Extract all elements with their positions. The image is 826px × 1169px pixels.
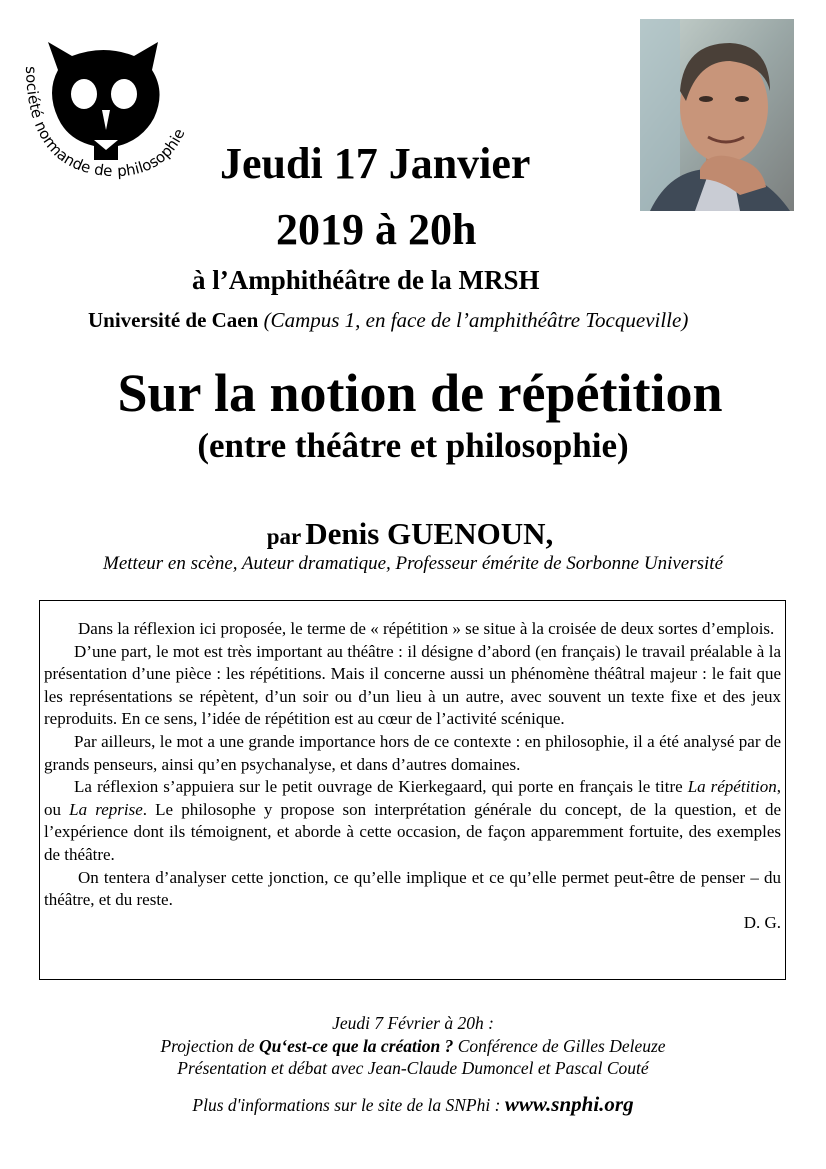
event-date: Jeudi 17 Janvier xyxy=(220,139,531,188)
talk-subtitle: (entre théâtre et philosophie) xyxy=(197,426,629,465)
abstract-text: , ou xyxy=(44,777,781,819)
next-event-text: Projection de xyxy=(160,1035,255,1056)
next-event-text: Conférence de Gilles Deleuze xyxy=(457,1035,666,1056)
svg-text:société normande de philosophi: société normande de philosophie xyxy=(21,65,189,181)
society-logo xyxy=(6,36,206,186)
campus-location: (Campus 1, en face de l’amphithéâtre Tocqueville) xyxy=(263,308,689,332)
footer-text: Plus d'informations sur le site de la SNPhi : xyxy=(192,1095,501,1115)
abstract-paragraph: Dans la réflexion ici proposée, le terme de « répétition » se situe à la croisée de deux sortes d’emplois. xyxy=(78,619,775,638)
abstract-text: . Le philosophe y propose son interprétation générale du concept, de la question, et de l’expérience dont ils témoignent, et aborde à cette occasion, de façon apparemment fortuite, des exemples de théâtre. xyxy=(44,799,782,864)
abstract-text: La réflexion s’appuiera sur le petit ouvrage de Kierkegaard, qui porte en français le titre xyxy=(74,777,683,797)
next-event xyxy=(0,1012,826,1080)
abstract-paragraph: Par ailleurs, le mot a une grande importance hors de ce contexte : en philosophie, il a été analysé par de grands penseurs, ainsi qu’en psychanalyse, et dans d’autres domaines. xyxy=(44,731,781,774)
speaker-name: Denis GUENOUN, xyxy=(305,516,554,551)
event-year-time: 2019 à 20h xyxy=(276,205,477,254)
event-venue: à l’Amphithéâtre de la MRSH xyxy=(192,265,540,295)
book-title: La reprise xyxy=(69,799,143,819)
event-university xyxy=(88,306,688,334)
next-event-description xyxy=(0,1035,826,1058)
abstract-box xyxy=(39,600,786,980)
talk-title: Sur la notion de répétition xyxy=(117,363,723,423)
speaker-role: Metteur en scène, Auteur dramatique, Professeur émérite de Sorbonne Université xyxy=(103,553,723,574)
film-title: Qu‘est-ce que la création ? xyxy=(258,1035,454,1056)
book-title: La répétition xyxy=(687,777,777,797)
abstract-signature: D. G. xyxy=(743,912,781,932)
next-event-date: Jeudi 7 Février à 20h : xyxy=(332,1013,494,1033)
speaker-portrait-photo xyxy=(640,19,794,211)
speaker-prefix: par xyxy=(266,524,302,549)
abstract-paragraph xyxy=(44,776,781,866)
website-link[interactable]: www.snphi.org xyxy=(504,1092,634,1116)
abstract-paragraph: D’une part, le mot est très important au théâtre : il désigne d’abord (en français) le travail préalable à la présentation d’une pièce : les répétitions. Mais il concerne aussi un phénomène théâtral majeur : le fait que les représentations se répètent, d’un soir ou d’un lieu à un autre, avec souvent un texte fixe et des jeux reproduits. En ce sens, l’idée de répétition est au cœur de l’activité scénique. xyxy=(44,641,781,729)
abstract-paragraph: On tentera d’analyser cette jonction, ce qu’elle implique et ce qu’elle permet peut-être de penser – du théâtre, et du reste. xyxy=(44,867,781,910)
speaker-portrait xyxy=(640,19,794,211)
footer-info xyxy=(0,1091,826,1118)
university-name: Université de Caen xyxy=(88,308,259,332)
owl-logo-icon xyxy=(6,36,206,186)
next-event-presenters: Présentation et débat avec Jean-Claude Dumoncel et Pascal Couté xyxy=(177,1058,649,1078)
